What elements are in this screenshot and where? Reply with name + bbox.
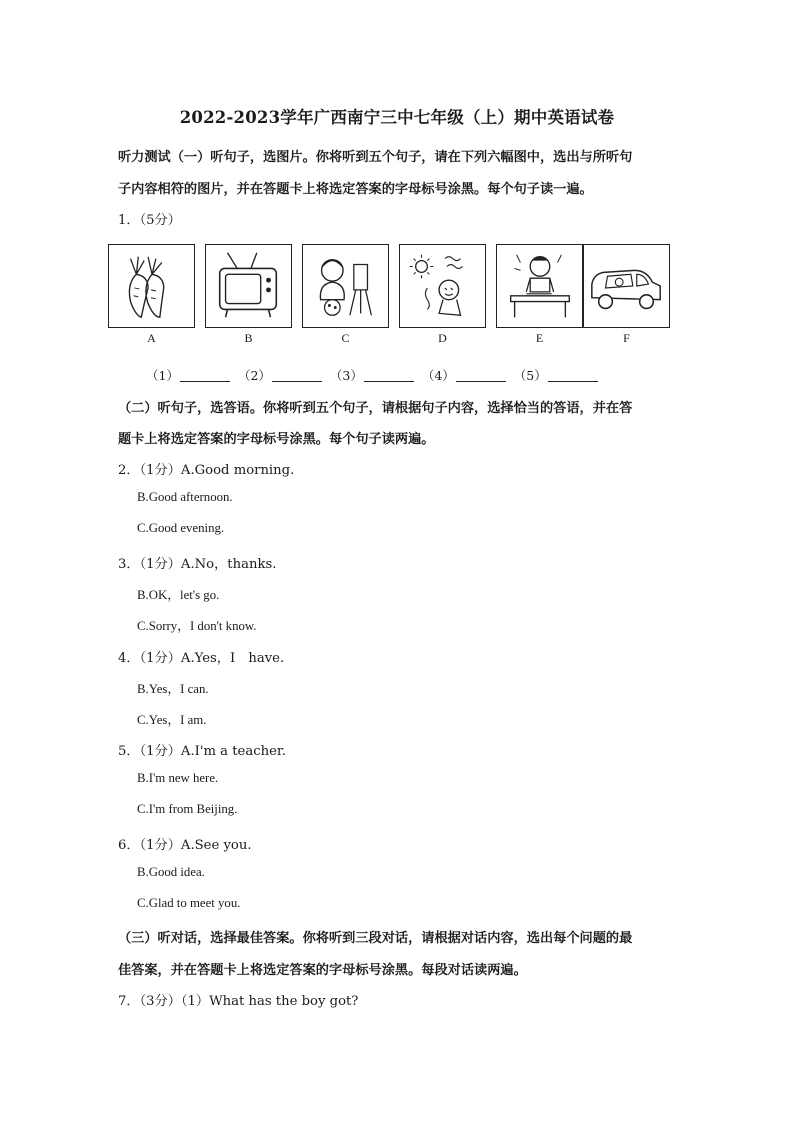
- car-icon: [584, 245, 669, 327]
- hot-weather-icon: [400, 245, 485, 327]
- blank-label-4: （4）: [421, 368, 455, 383]
- picture-label-d: D: [438, 331, 447, 345]
- question-4-option-b: B.Yes，I can.: [137, 682, 209, 696]
- question-2-heading: 2．（1分）A.Good morning.: [118, 463, 295, 478]
- painter-icon: [303, 245, 388, 327]
- picture-d-hot-weather: [399, 244, 486, 328]
- blank-label-1: （1）: [146, 368, 179, 383]
- question-4-heading: 4．（1分）A.Yes，I have.: [118, 651, 285, 666]
- section3-instruction-line2: 佳答案，并在答题卡上将选定答案的字母标号涂黑。每段对话读两遍。: [118, 963, 527, 978]
- answer-blank-4[interactable]: [456, 369, 506, 382]
- picture-e-student-desk: [496, 244, 583, 328]
- question-6-option-b: B.Good idea.: [137, 865, 205, 879]
- tv-icon: [206, 245, 291, 327]
- question-5-option-c: C.I'm from Beijing.: [137, 802, 238, 816]
- answer-blank-3[interactable]: [364, 369, 414, 382]
- carrots-icon: [109, 245, 194, 327]
- section2-instruction-line2: 题卡上将选定答案的字母标号涂黑。每个句子读两遍。: [118, 432, 435, 447]
- section1-instruction-line2: 子内容相符的图片，并在答题卡上将选定答案的字母标号涂黑。每个句子读一遍。: [118, 182, 593, 197]
- question-2-option-b: B.Good afternoon.: [137, 490, 233, 504]
- student-desk-icon: [497, 245, 582, 327]
- blank-label-5: （5）: [513, 368, 547, 383]
- question-5-heading: 5．（1分）A.I'm a teacher.: [118, 744, 286, 759]
- picture-b-tv: [205, 244, 292, 328]
- answer-blank-2[interactable]: [272, 369, 322, 382]
- page-title: 2022-2023学年广西南宁三中七年级（上）期中英语试卷: [179, 108, 615, 127]
- picture-label-b: B: [244, 331, 253, 345]
- picture-label-a: A: [147, 331, 156, 345]
- question-3-option-c: C.Sorry，I don't know.: [137, 619, 257, 633]
- blank-label-2: （2）: [237, 368, 271, 383]
- section3-instruction-line1: （三）听对话，选择最佳答案。你将听到三段对话，请根据对话内容，选出每个问题的最: [118, 931, 633, 946]
- blank-label-3: （3）: [329, 368, 363, 383]
- question-5-option-b: B.I'm new here.: [137, 771, 219, 785]
- answer-blank-5[interactable]: [548, 369, 598, 382]
- question-4-option-c: C.Yes，I am.: [137, 713, 207, 727]
- section1-instruction-line1: 听力测试（一）听句子，选图片。你将听到五个句子，请在下列六幅图中，选出与所听句: [118, 150, 633, 165]
- question-6-heading: 6．（1分）A.See you.: [118, 838, 252, 853]
- section2-instruction-line1: （二）听句子，选答语。你将听到五个句子，请根据句子内容，选择恰当的答语，并在答: [118, 401, 633, 416]
- picture-f-car: [583, 244, 670, 328]
- question-7-heading: 7．（3分）（1）What has the boy got?: [118, 994, 359, 1009]
- question-3-option-b: B.OK，let's go.: [137, 588, 220, 602]
- picture-a-carrots: [108, 244, 195, 328]
- picture-label-f: F: [623, 331, 630, 345]
- question-6-option-c: C.Glad to meet you.: [137, 896, 241, 910]
- picture-c-painter: [302, 244, 389, 328]
- answer-blanks-row: [146, 366, 602, 384]
- picture-label-e: E: [535, 331, 544, 345]
- picture-label-c: C: [341, 331, 350, 345]
- question-3-heading: 3．（1分）A.No，thanks.: [118, 557, 277, 572]
- question-1-heading: 1．（5分）: [118, 213, 181, 228]
- answer-blank-1[interactable]: [180, 369, 230, 382]
- question-2-option-c: C.Good evening.: [137, 521, 225, 535]
